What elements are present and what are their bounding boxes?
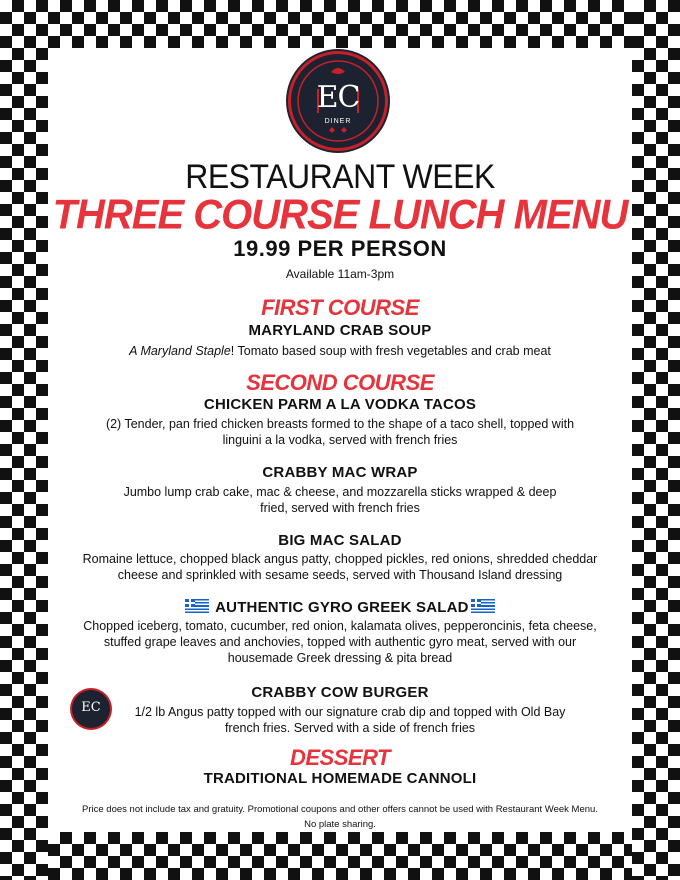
checkered-border-left — [0, 0, 48, 880]
menu-content — [48, 48, 632, 832]
greek-flag-icon — [471, 599, 495, 613]
logo-subtext: DINER — [324, 118, 352, 125]
gyro-greek-salad-title — [48, 599, 632, 616]
greek-flag-icon — [185, 599, 209, 613]
first-course-heading: FIRST COURSE — [261, 295, 419, 320]
second-course-heading: SECOND COURSE — [246, 370, 434, 395]
big-mac-salad-title: BIG MAC SALAD — [278, 532, 402, 549]
checkered-border-top — [0, 0, 680, 48]
cannoli-title: TRADITIONAL HOMEMADE CANNOLI — [203, 770, 477, 787]
maryland-crab-soup-desc-rest: ! Tomato based soup with fresh vegetables and crab meat — [230, 344, 551, 358]
price-per-person: 19.99 PER PERSON — [233, 236, 447, 261]
big-mac-salad-desc: Romaine lettuce, chopped black angus patty, chopped pickles, red onions, shredded cheddar cheese and sprinkled with sesame seeds, served with Thousand Island dressing — [82, 552, 598, 582]
ec-diner-small-logo — [72, 690, 110, 728]
availability-hours: Available 11am-3pm — [285, 267, 395, 281]
menu-title: THREE COURSE LUNCH MENU — [52, 191, 628, 239]
checkered-border-bottom — [0, 832, 680, 880]
dessert-heading: DESSERT — [289, 745, 390, 770]
logo-text: EC — [316, 80, 360, 115]
crabby-cow-burger-title: CRABBY COW BURGER — [251, 684, 429, 701]
chicken-parm-tacos-desc: (2) Tender, pan fried chicken breasts formed to the shape of a taco shell, topped with linguini a la vodka, served with french fries — [105, 417, 575, 447]
crabby-mac-wrap-title: CRABBY MAC WRAP — [262, 464, 418, 481]
chicken-parm-tacos-title: CHICKEN PARM A LA VODKA TACOS — [203, 396, 477, 413]
maryland-crab-soup-title: MARYLAND CRAB SOUP — [248, 322, 432, 339]
footer-note: Price does not include tax and gratuity. Promotional coupons and other offers cannot be used with Restaurant Week Menu. No plate sharing. — [82, 804, 598, 830]
maryland-crab-soup-desc-emphasis: A Maryland Staple — [129, 344, 231, 358]
crabby-cow-burger-desc: 1/2 lb Angus patty topped with our signature crab dip and topped with Old Bay french fries. Served with a side of french fries — [134, 705, 566, 735]
ec-diner-logo — [291, 54, 385, 148]
gyro-greek-salad-desc: Chopped iceberg, tomato, cucumber, red onion, kalamata olives, pepperoncinis, feta cheese, stuffed grape leaves and anchovies, topped with authentic gyro meat, served with our housemade Greek dressing & pita bread — [83, 619, 597, 665]
crabby-mac-wrap-desc: Jumbo lump crab cake, mac & cheese, and mozzarella sticks wrapped & deep fried, served with french fries — [123, 485, 557, 515]
restaurant-week-heading: RESTAURANT WEEK — [185, 156, 495, 196]
maryland-crab-soup-desc — [58, 343, 622, 359]
checkered-border-right — [632, 0, 680, 880]
small-logo-text: EC — [81, 700, 101, 715]
gyro-greek-salad-name: AUTHENTIC GYRO GREEK SALAD — [215, 599, 469, 616]
